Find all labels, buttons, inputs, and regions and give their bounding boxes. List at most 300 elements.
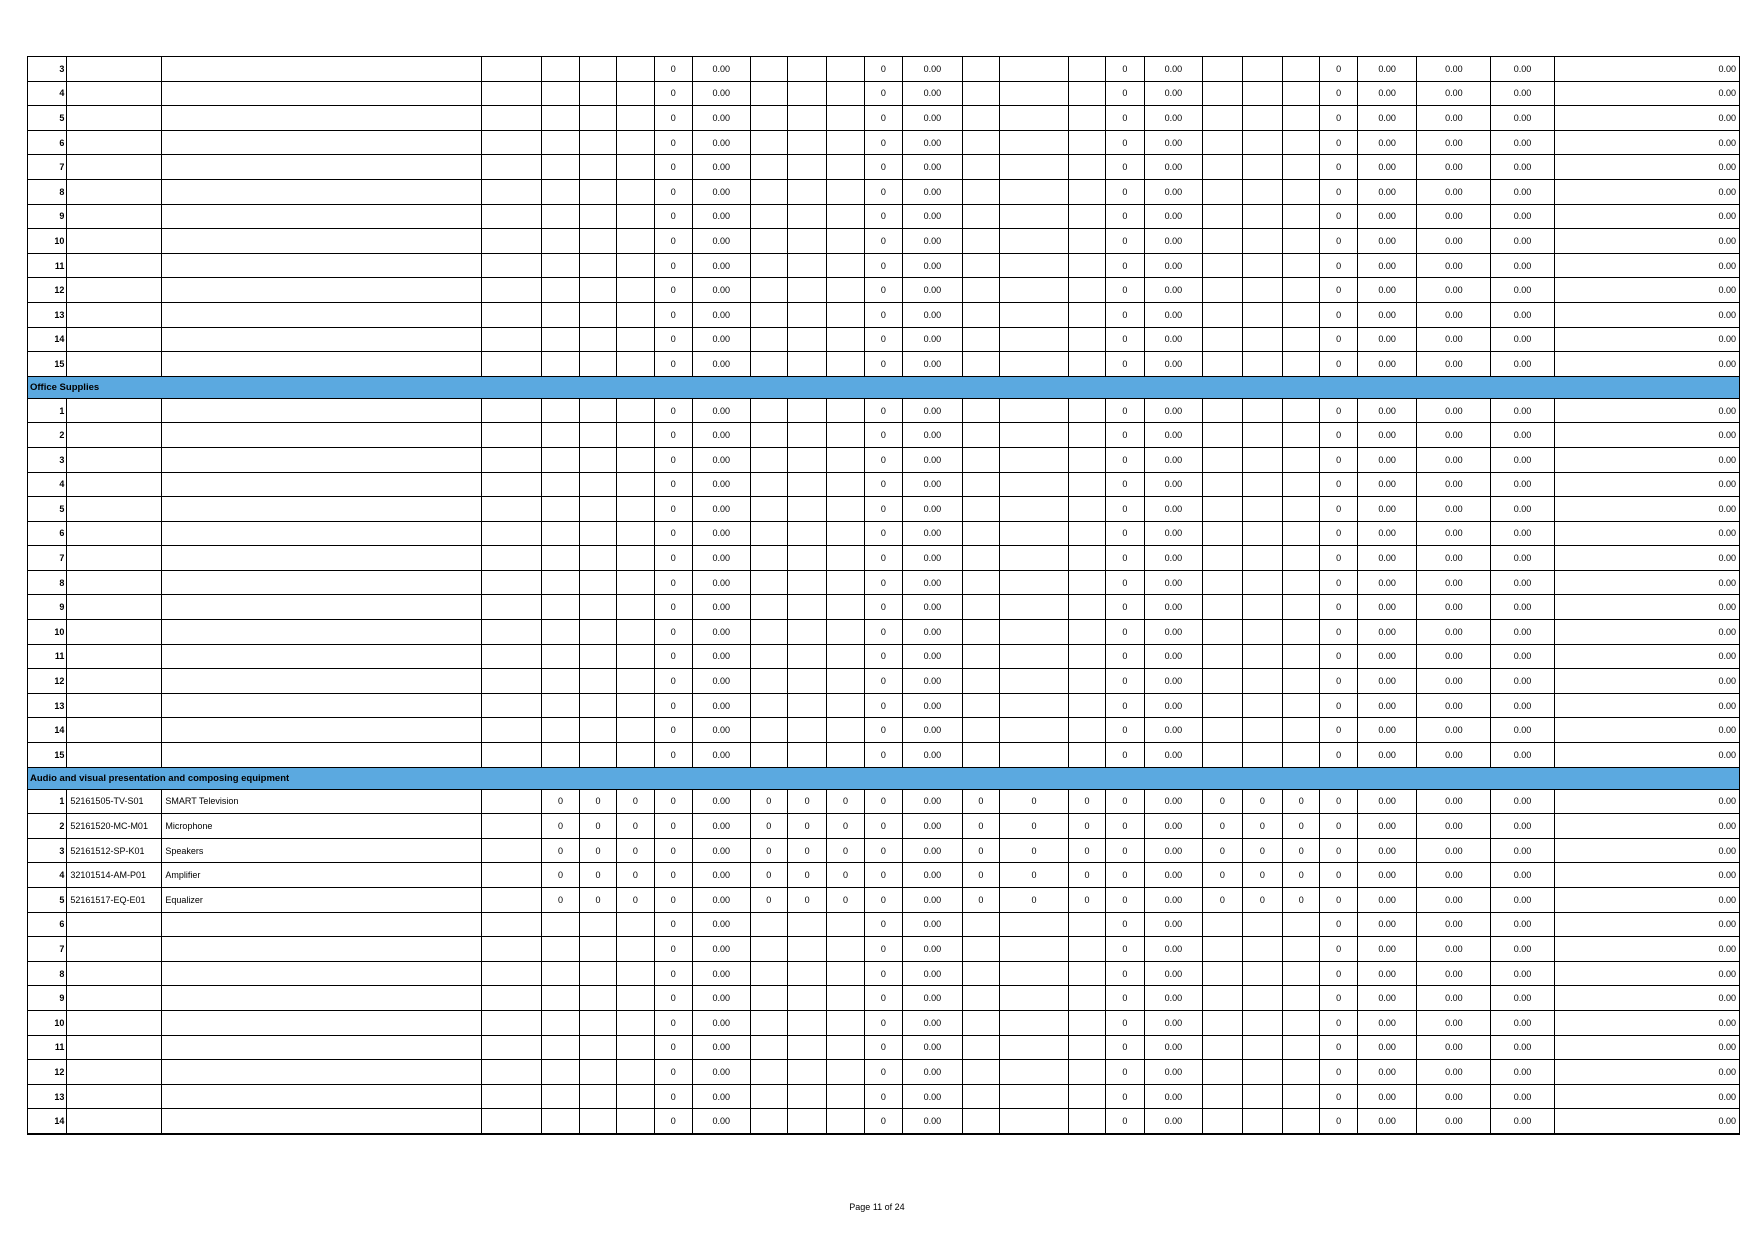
month-qty-cell (962, 570, 999, 595)
quarter-qty-cell: 0 (1106, 888, 1144, 913)
quarter-qty-cell: 0 (654, 423, 692, 448)
item-description: Amplifier (162, 863, 481, 888)
item-code (67, 595, 162, 620)
item-code (67, 130, 162, 155)
quarter-amount-cell: 0.00 (1144, 497, 1203, 522)
unit-cell (481, 1035, 542, 1060)
quarter-amount-cell: 0.00 (692, 497, 750, 522)
month-qty-cell (827, 620, 864, 645)
table-row (28, 423, 1740, 448)
month-qty-cell (750, 179, 787, 204)
quarter-qty-cell: 0 (1320, 1010, 1357, 1035)
month-qty-cell (579, 644, 616, 669)
month-qty-cell (787, 327, 826, 352)
item-code (67, 497, 162, 522)
month-qty-cell: 0 (962, 838, 999, 863)
quarter-qty-cell: 0 (864, 888, 902, 913)
month-qty-cell (1000, 302, 1069, 327)
month-qty-cell (1283, 447, 1320, 472)
month-qty-cell (579, 155, 616, 180)
item-code (67, 546, 162, 571)
quarter-qty-cell: 0 (1106, 937, 1144, 962)
month-qty-cell (1283, 179, 1320, 204)
quarter-qty-cell: 0 (654, 814, 692, 839)
month-qty-cell (1000, 229, 1069, 254)
quarter-amount-cell: 0.00 (903, 814, 963, 839)
month-qty-cell (787, 620, 826, 645)
quarter-amount-cell: 0.00 (692, 472, 750, 497)
quarter-qty-cell: 0 (1106, 1035, 1144, 1060)
quarter-qty-cell: 0 (654, 1084, 692, 1109)
item-code (67, 204, 162, 229)
quarter-qty-cell: 0 (654, 912, 692, 937)
quarter-amount-cell: 0.00 (1357, 693, 1417, 718)
total-qty-cell: 0.00 (1417, 693, 1491, 718)
total-qty-cell: 0.00 (1417, 521, 1491, 546)
month-qty-cell (962, 644, 999, 669)
month-qty-cell (1068, 644, 1105, 669)
row-number: 4 (28, 472, 67, 497)
month-qty-cell (1283, 352, 1320, 377)
month-qty-cell (617, 81, 654, 106)
item-code (67, 447, 162, 472)
quarter-qty-cell: 0 (654, 743, 692, 768)
unit-cell (481, 961, 542, 986)
quarter-amount-cell: 0.00 (692, 620, 750, 645)
row-number: 7 (28, 155, 67, 180)
quarter-qty-cell: 0 (654, 937, 692, 962)
item-code (67, 472, 162, 497)
month-qty-cell (542, 1109, 579, 1134)
quarter-qty-cell: 0 (1106, 693, 1144, 718)
total-qty-cell: 0.00 (1417, 1060, 1491, 1085)
item-description: Equalizer (162, 888, 481, 913)
grand-total-cell: 0.00 (1554, 789, 1739, 814)
quarter-amount-cell: 0.00 (1357, 472, 1417, 497)
grand-total-cell: 0.00 (1554, 278, 1739, 303)
quarter-amount-cell: 0.00 (1144, 743, 1203, 768)
quarter-qty-cell: 0 (864, 986, 902, 1011)
quarter-qty-cell: 0 (864, 814, 902, 839)
grand-total-cell: 0.00 (1554, 1109, 1739, 1134)
item-description (162, 644, 481, 669)
month-qty-cell (750, 1084, 787, 1109)
month-qty-cell (827, 570, 864, 595)
quarter-qty-cell: 0 (864, 423, 902, 448)
month-qty-cell (1068, 1109, 1105, 1134)
row-number: 9 (28, 986, 67, 1011)
item-description (162, 229, 481, 254)
table-row (28, 1060, 1740, 1085)
month-qty-cell (962, 620, 999, 645)
total-amount-cell: 0.00 (1491, 179, 1555, 204)
table-row (28, 838, 1740, 863)
item-code (67, 179, 162, 204)
quarter-amount-cell: 0.00 (903, 57, 963, 82)
quarter-qty-cell: 0 (1106, 204, 1144, 229)
quarter-qty-cell: 0 (1320, 521, 1357, 546)
month-qty-cell (1203, 961, 1242, 986)
month-qty-cell (787, 253, 826, 278)
quarter-qty-cell: 0 (1320, 423, 1357, 448)
total-amount-cell: 0.00 (1491, 1109, 1555, 1134)
item-description (162, 961, 481, 986)
total-qty-cell: 0.00 (1417, 912, 1491, 937)
row-number: 5 (28, 888, 67, 913)
quarter-amount-cell: 0.00 (1144, 229, 1203, 254)
table-row (28, 669, 1740, 694)
table-row (28, 253, 1740, 278)
item-code (67, 81, 162, 106)
unit-cell (481, 863, 542, 888)
month-qty-cell: 0 (579, 838, 616, 863)
month-qty-cell (542, 546, 579, 571)
quarter-amount-cell: 0.00 (1144, 718, 1203, 743)
month-qty-cell (1283, 693, 1320, 718)
month-qty-cell (617, 327, 654, 352)
month-qty-cell (827, 130, 864, 155)
quarter-amount-cell: 0.00 (1144, 912, 1203, 937)
month-qty-cell: 0 (1203, 888, 1242, 913)
item-code (67, 1035, 162, 1060)
quarter-amount-cell: 0.00 (1357, 888, 1417, 913)
month-qty-cell (1203, 302, 1242, 327)
month-qty-cell (787, 546, 826, 571)
grand-total-cell: 0.00 (1554, 521, 1739, 546)
month-qty-cell (750, 937, 787, 962)
month-qty-cell (1068, 693, 1105, 718)
quarter-qty-cell: 0 (1106, 302, 1144, 327)
quarter-amount-cell: 0.00 (1144, 961, 1203, 986)
month-qty-cell (787, 912, 826, 937)
quarter-amount-cell: 0.00 (1357, 669, 1417, 694)
month-qty-cell (617, 106, 654, 131)
month-qty-cell: 0 (827, 863, 864, 888)
month-qty-cell (579, 179, 616, 204)
quarter-qty-cell: 0 (1320, 570, 1357, 595)
month-qty-cell (750, 620, 787, 645)
month-qty-cell (1000, 130, 1069, 155)
total-amount-cell: 0.00 (1491, 398, 1555, 423)
quarter-amount-cell: 0.00 (692, 327, 750, 352)
month-qty-cell: 0 (827, 888, 864, 913)
total-qty-cell: 0.00 (1417, 423, 1491, 448)
month-qty-cell: 0 (579, 863, 616, 888)
quarter-amount-cell: 0.00 (903, 447, 963, 472)
month-qty-cell (787, 570, 826, 595)
item-description (162, 352, 481, 377)
month-qty-cell (1000, 1084, 1069, 1109)
month-qty-cell (542, 57, 579, 82)
quarter-amount-cell: 0.00 (692, 521, 750, 546)
month-qty-cell (827, 693, 864, 718)
unit-cell (481, 57, 542, 82)
unit-cell (481, 352, 542, 377)
item-description (162, 937, 481, 962)
quarter-amount-cell: 0.00 (903, 204, 963, 229)
month-qty-cell (1068, 1010, 1105, 1035)
row-number: 2 (28, 814, 67, 839)
month-qty-cell (787, 81, 826, 106)
quarter-amount-cell: 0.00 (903, 718, 963, 743)
grand-total-cell: 0.00 (1554, 595, 1739, 620)
month-qty-cell (1283, 669, 1320, 694)
total-amount-cell: 0.00 (1491, 1035, 1555, 1060)
total-amount-cell: 0.00 (1491, 1060, 1555, 1085)
quarter-amount-cell: 0.00 (903, 521, 963, 546)
month-qty-cell (962, 179, 999, 204)
quarter-amount-cell: 0.00 (692, 204, 750, 229)
month-qty-cell (1242, 278, 1282, 303)
quarter-qty-cell: 0 (654, 155, 692, 180)
item-description (162, 497, 481, 522)
quarter-amount-cell: 0.00 (903, 179, 963, 204)
month-qty-cell: 0 (542, 814, 579, 839)
quarter-amount-cell: 0.00 (903, 912, 963, 937)
quarter-amount-cell: 0.00 (692, 546, 750, 571)
month-qty-cell (1000, 204, 1069, 229)
month-qty-cell (542, 130, 579, 155)
quarter-qty-cell: 0 (1320, 669, 1357, 694)
quarter-qty-cell: 0 (654, 986, 692, 1011)
month-qty-cell (750, 961, 787, 986)
quarter-qty-cell: 0 (1320, 352, 1357, 377)
month-qty-cell (542, 521, 579, 546)
month-qty-cell (962, 278, 999, 303)
quarter-amount-cell: 0.00 (1144, 179, 1203, 204)
total-qty-cell: 0.00 (1417, 669, 1491, 694)
month-qty-cell (579, 278, 616, 303)
item-code: 52161520-MC-M01 (67, 814, 162, 839)
quarter-qty-cell: 0 (1320, 644, 1357, 669)
month-qty-cell (787, 398, 826, 423)
item-description (162, 521, 481, 546)
quarter-qty-cell: 0 (654, 718, 692, 743)
month-qty-cell (1242, 497, 1282, 522)
quarter-qty-cell: 0 (1106, 497, 1144, 522)
month-qty-cell (1203, 57, 1242, 82)
month-qty-cell (1000, 1035, 1069, 1060)
unit-cell (481, 278, 542, 303)
quarter-qty-cell: 0 (864, 253, 902, 278)
month-qty-cell (1068, 961, 1105, 986)
grand-total-cell: 0.00 (1554, 620, 1739, 645)
month-qty-cell (1242, 253, 1282, 278)
quarter-qty-cell: 0 (864, 278, 902, 303)
table-row (28, 130, 1740, 155)
total-amount-cell: 0.00 (1491, 472, 1555, 497)
month-qty-cell (1283, 521, 1320, 546)
month-qty-cell (787, 352, 826, 377)
quarter-qty-cell: 0 (864, 961, 902, 986)
month-qty-cell (1068, 352, 1105, 377)
quarter-qty-cell: 0 (654, 644, 692, 669)
month-qty-cell (962, 497, 999, 522)
month-qty-cell (579, 595, 616, 620)
quarter-amount-cell: 0.00 (903, 546, 963, 571)
unit-cell (481, 130, 542, 155)
quarter-amount-cell: 0.00 (1357, 546, 1417, 571)
grand-total-cell: 0.00 (1554, 693, 1739, 718)
month-qty-cell (1242, 1010, 1282, 1035)
quarter-amount-cell: 0.00 (1357, 204, 1417, 229)
item-description (162, 57, 481, 82)
month-qty-cell (827, 986, 864, 1011)
quarter-amount-cell: 0.00 (1357, 937, 1417, 962)
grand-total-cell: 0.00 (1554, 130, 1739, 155)
month-qty-cell (1283, 595, 1320, 620)
month-qty-cell (1283, 57, 1320, 82)
month-qty-cell (579, 472, 616, 497)
month-qty-cell (579, 327, 616, 352)
quarter-qty-cell: 0 (1320, 253, 1357, 278)
month-qty-cell (1283, 986, 1320, 1011)
quarter-amount-cell: 0.00 (692, 398, 750, 423)
month-qty-cell (1203, 155, 1242, 180)
month-qty-cell (1203, 669, 1242, 694)
total-qty-cell: 0.00 (1417, 302, 1491, 327)
month-qty-cell (750, 644, 787, 669)
month-qty-cell (750, 1060, 787, 1085)
month-qty-cell (579, 912, 616, 937)
month-qty-cell (1068, 1084, 1105, 1109)
total-qty-cell: 0.00 (1417, 644, 1491, 669)
quarter-amount-cell: 0.00 (692, 229, 750, 254)
month-qty-cell (1242, 106, 1282, 131)
month-qty-cell: 0 (579, 814, 616, 839)
month-qty-cell (1068, 423, 1105, 448)
month-qty-cell (1068, 497, 1105, 522)
month-qty-cell (1242, 204, 1282, 229)
quarter-qty-cell: 0 (654, 81, 692, 106)
quarter-amount-cell: 0.00 (903, 1084, 963, 1109)
month-qty-cell (962, 669, 999, 694)
month-qty-cell (1203, 398, 1242, 423)
month-qty-cell (579, 352, 616, 377)
total-amount-cell: 0.00 (1491, 278, 1555, 303)
unit-cell (481, 253, 542, 278)
quarter-amount-cell: 0.00 (1357, 1035, 1417, 1060)
quarter-qty-cell: 0 (1106, 863, 1144, 888)
month-qty-cell (1283, 1035, 1320, 1060)
grand-total-cell: 0.00 (1554, 327, 1739, 352)
month-qty-cell (1242, 327, 1282, 352)
month-qty-cell (1283, 472, 1320, 497)
month-qty-cell (1283, 423, 1320, 448)
total-amount-cell: 0.00 (1491, 1010, 1555, 1035)
month-qty-cell (542, 937, 579, 962)
total-qty-cell: 0.00 (1417, 546, 1491, 571)
month-qty-cell: 0 (617, 838, 654, 863)
total-amount-cell: 0.00 (1491, 447, 1555, 472)
month-qty-cell (542, 204, 579, 229)
item-description (162, 130, 481, 155)
total-qty-cell: 0.00 (1417, 106, 1491, 131)
quarter-amount-cell: 0.00 (692, 179, 750, 204)
month-qty-cell (1000, 718, 1069, 743)
total-amount-cell: 0.00 (1491, 521, 1555, 546)
item-code (67, 912, 162, 937)
quarter-qty-cell: 0 (1106, 179, 1144, 204)
table-row (28, 912, 1740, 937)
table-row (28, 888, 1740, 913)
month-qty-cell (1000, 669, 1069, 694)
month-qty-cell (962, 229, 999, 254)
item-description (162, 253, 481, 278)
month-qty-cell (1000, 546, 1069, 571)
month-qty-cell (1203, 912, 1242, 937)
month-qty-cell (750, 497, 787, 522)
month-qty-cell (750, 447, 787, 472)
month-qty-cell (1068, 398, 1105, 423)
quarter-amount-cell: 0.00 (903, 644, 963, 669)
quarter-amount-cell: 0.00 (903, 352, 963, 377)
month-qty-cell (1000, 352, 1069, 377)
month-qty-cell (750, 546, 787, 571)
month-qty-cell: 0 (1000, 838, 1069, 863)
quarter-qty-cell: 0 (864, 130, 902, 155)
month-qty-cell (579, 937, 616, 962)
month-qty-cell (750, 1010, 787, 1035)
grand-total-cell: 0.00 (1554, 669, 1739, 694)
quarter-qty-cell: 0 (654, 472, 692, 497)
quarter-amount-cell: 0.00 (692, 838, 750, 863)
row-number: 1 (28, 789, 67, 814)
grand-total-cell: 0.00 (1554, 57, 1739, 82)
month-qty-cell (962, 693, 999, 718)
quarter-qty-cell: 0 (864, 1060, 902, 1085)
quarter-amount-cell: 0.00 (903, 130, 963, 155)
quarter-amount-cell: 0.00 (1357, 327, 1417, 352)
quarter-amount-cell: 0.00 (692, 423, 750, 448)
grand-total-cell: 0.00 (1554, 1035, 1739, 1060)
month-qty-cell (542, 912, 579, 937)
month-qty-cell (1283, 620, 1320, 645)
month-qty-cell (962, 130, 999, 155)
month-qty-cell (827, 57, 864, 82)
unit-cell (481, 1084, 542, 1109)
quarter-qty-cell: 0 (654, 595, 692, 620)
quarter-qty-cell: 0 (1106, 838, 1144, 863)
row-number: 15 (28, 352, 67, 377)
month-qty-cell (1242, 986, 1282, 1011)
unit-cell (481, 986, 542, 1011)
month-qty-cell (827, 521, 864, 546)
total-amount-cell: 0.00 (1491, 106, 1555, 131)
item-code (67, 1109, 162, 1134)
month-qty-cell (617, 693, 654, 718)
row-number: 9 (28, 595, 67, 620)
quarter-qty-cell: 0 (654, 693, 692, 718)
item-description (162, 327, 481, 352)
quarter-amount-cell: 0.00 (1144, 423, 1203, 448)
quarter-amount-cell: 0.00 (903, 789, 963, 814)
month-qty-cell (542, 595, 579, 620)
row-number: 3 (28, 447, 67, 472)
month-qty-cell (579, 669, 616, 694)
quarter-qty-cell: 0 (864, 669, 902, 694)
month-qty-cell (1203, 743, 1242, 768)
item-code (67, 570, 162, 595)
month-qty-cell (579, 81, 616, 106)
month-qty-cell (617, 423, 654, 448)
quarter-qty-cell: 0 (1106, 546, 1144, 571)
quarter-amount-cell: 0.00 (692, 718, 750, 743)
grand-total-cell: 0.00 (1554, 961, 1739, 986)
month-qty-cell (579, 718, 616, 743)
unit-cell (481, 669, 542, 694)
quarter-amount-cell: 0.00 (1144, 472, 1203, 497)
